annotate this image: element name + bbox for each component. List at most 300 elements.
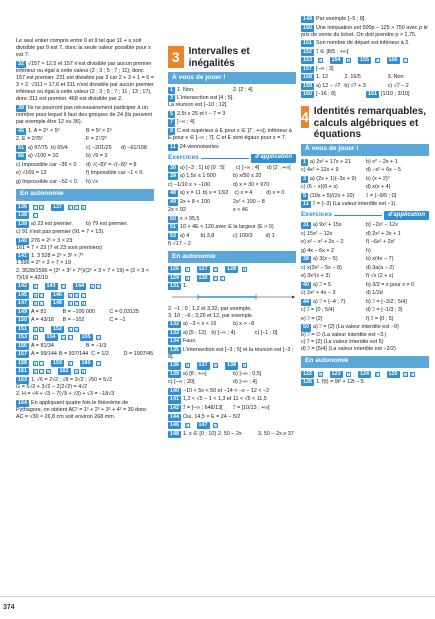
exercise-number: 125 — [388, 370, 398, 377]
chapter-4-header — [301, 106, 429, 141]
exercise-40 — [301, 282, 429, 289]
answer-text: ℐ = {−9/5 ; 0} — [366, 192, 397, 199]
answer-letter-box: b — [318, 58, 322, 64]
exercise-number: 39 — [170, 173, 176, 180]
answer-letter-box: b — [375, 371, 379, 377]
exercise-150 — [16, 317, 154, 324]
answer-chip — [45, 283, 67, 290]
exercise-number: 149 — [303, 16, 312, 22]
answer-text: b) x² − 2x + 1 — [366, 158, 398, 165]
answer-letter-box: a — [33, 360, 37, 366]
answer-text: c) 15x² − 12x — [301, 230, 333, 237]
answer-text: Oui. 14,5 × E = 24 − 5/2 — [183, 413, 241, 420]
answer-text: La réunion est [−10 ; 12]. — [168, 102, 228, 109]
answer-text: b) [0 ; 5[ — [204, 164, 225, 171]
answer-text: C = −1 — [109, 317, 126, 324]
answer-text: d) −x² + 6x − 5 — [366, 167, 401, 174]
section-a-vous-de-jouer: À vous de jouer ! — [168, 72, 296, 84]
answer-text: c) 100/3 — [233, 232, 253, 239]
intro-text: Le seul entier compris entre 0 et 9 tel que 11 + u soit divisible par 9 est 7, donc la seule valeur possible pour x est 7. — [16, 38, 151, 59]
answer-text: d) x(x + 4) — [366, 184, 391, 191]
exercise-133 — [168, 330, 296, 337]
answer-text: A = 81 — [31, 308, 47, 315]
answer-chip — [197, 422, 219, 429]
answer-text: a) [5 ; 12] — [183, 329, 206, 336]
answer-text: 3. 50 − 2x ≥ 37 — [257, 430, 294, 437]
column-right — [301, 16, 429, 388]
exercise-number: 11 — [303, 201, 309, 208]
exercise-number: 9 — [170, 127, 173, 134]
answer-chip — [168, 266, 190, 273]
answer-text: d) x = 0 — [266, 190, 285, 197]
exercise-number: 5 — [303, 192, 306, 199]
heading-rule — [201, 158, 249, 159]
exercise-number: 149 — [18, 308, 27, 315]
answer-letter-box: b — [97, 335, 100, 341]
answer-chip — [197, 266, 219, 273]
section-a-vous-de-jouer: À vous de jouer ! — [301, 144, 429, 156]
answer-text: a) 12 − √7 — [316, 82, 341, 89]
answer-letter-box: d — [220, 275, 224, 281]
exercise-number: 153 — [303, 57, 312, 64]
exercise-number: 11 — [170, 143, 176, 150]
exercise-number: 157 — [303, 65, 312, 72]
exercise-45-a — [16, 128, 84, 135]
exercise-7 — [168, 119, 296, 126]
exercise-149 — [16, 309, 154, 316]
exercise-number: 140 — [18, 237, 27, 244]
answer-chip — [330, 371, 352, 378]
exercise-number: 142 — [170, 404, 179, 411]
answer-text: 1. 12 — [316, 74, 328, 81]
exercise-11 — [301, 201, 429, 208]
exercise-163 — [16, 377, 154, 398]
answer-text: C est supérieur à E pour x ∈ ]7 ; +∞[, inférieur à E pour x ∈ ]−∞ ; 7[. C et E sont égaux pour x = 7. — [168, 127, 292, 142]
answer-text: a) 4 — [180, 232, 190, 239]
exercise-56-row4 — [16, 179, 154, 186]
exercise-number: 50 — [303, 324, 309, 331]
answer-text: a) [8 ; +∞[ — [183, 370, 207, 377]
auto-row — [16, 360, 154, 367]
answer-letter-box: c — [97, 360, 100, 366]
answer-text: ℐ = {−3} (La valeur interdite est −1). — [312, 201, 397, 208]
answer-letter-box: d — [40, 204, 43, 210]
exercise-number: 162 — [59, 368, 69, 375]
exercise-number: 3 — [303, 175, 306, 182]
column-middle — [168, 46, 296, 439]
exercise-number: 40 — [303, 281, 309, 288]
exercise-141 — [16, 253, 154, 282]
exercise-number: 138 — [227, 362, 236, 369]
answer-text: e) √169 = 13 — [16, 170, 47, 177]
answer-text: d) ℐ = {5/4} (La valeur interdite est −3/2) — [301, 345, 396, 352]
exercise-number: 146 — [53, 291, 62, 298]
answer-chip — [225, 362, 247, 369]
answer-text: ]−∞ ; 3] — [316, 65, 334, 72]
answer-text: x > 95,5 — [180, 215, 200, 222]
answer-text: d) 1 — [265, 232, 275, 239]
answer-letter-box: a — [33, 335, 37, 341]
answer-text: G = 5√2 + 3√2 − 2(2√2) = 4√2 — [16, 383, 88, 390]
exercise-126 — [301, 379, 429, 386]
exercise-number: 32 — [18, 60, 24, 67]
exercise-3 — [301, 176, 429, 183]
answer-letter-box: b — [410, 371, 414, 377]
exercise-140 — [168, 388, 296, 395]
answer-letter-box: b — [33, 301, 37, 307]
exercise-39 — [16, 105, 154, 126]
exercise-number: 127 — [198, 266, 208, 273]
exercise-number: 158 — [303, 74, 312, 81]
answer-text: c) 4x² + 12x + 9 — [301, 167, 339, 174]
exercise-number: 142 — [18, 283, 27, 290]
section-en-autonomie: En autonomie — [16, 189, 154, 201]
exercise-number: 135 — [170, 346, 179, 353]
answer-text: e) x² − x² + 2x − 2 — [301, 239, 344, 246]
answer-letter-box: d — [81, 204, 85, 210]
answer-text: c) Impossible car −36 < 0 — [16, 161, 77, 168]
answer-text: d) √(−8)² = √(−8)² = 8 — [86, 161, 137, 168]
answer-chip — [16, 360, 44, 367]
answer-text: e) ℐ = {2} — [301, 315, 323, 322]
answer-letter-box: d — [185, 363, 189, 369]
answer-text: b) 3/2 = x pour x ≠ 0 — [366, 281, 415, 288]
exercise-50 — [168, 216, 296, 223]
answer-text: En appliquant quatre fois le théorème de Pythagore, on obtient AC² = 1² + 2² + 3² + 4² = 30 donc AC = √30 ≈ 26,8 cm soit environ 268 mm. — [16, 399, 147, 420]
page-number: 374 — [3, 604, 15, 611]
answer-letter-box: b — [185, 423, 189, 429]
answer-letter-box: d — [214, 423, 217, 429]
exercise-56-row1 — [16, 153, 154, 160]
answer-text: a) ℐ = {2} (La valeur interdite est −9) — [313, 324, 399, 331]
exercise-131 — [168, 283, 296, 304]
exercise-number: 139 — [170, 370, 179, 377]
exercise-150 — [301, 25, 429, 39]
answer-chip — [197, 362, 219, 369]
exercise-number: 154 — [46, 334, 56, 341]
exercise-number: 51 — [18, 144, 24, 151]
exercise-160 — [301, 91, 429, 98]
exercise-number: 53 — [170, 232, 176, 239]
answer-letter-box: b — [214, 275, 217, 281]
number-line-diagram — [168, 290, 296, 304]
answer-letter-box: c — [81, 292, 85, 298]
exercise-number: 161 — [368, 91, 377, 98]
answer-letter-box: c — [40, 369, 43, 375]
auto-row — [301, 371, 429, 378]
exercise-number: 38 — [303, 256, 309, 263]
auto-row — [168, 362, 296, 369]
exercise-number: 56 — [18, 153, 24, 160]
answer-text: 1. x ∈ [0 ; 10] — [183, 430, 216, 437]
auto-row — [168, 266, 296, 273]
answer-text: a) [−3 ; 1] — [180, 164, 203, 171]
answer-text: a) (2x + 1)(−3x + 9) — [310, 175, 357, 182]
heading-rule — [334, 215, 382, 216]
answer-chip — [51, 360, 73, 367]
answer-letter-box: c — [68, 335, 72, 341]
exercise-number: 51 — [170, 224, 176, 231]
auto-row — [16, 212, 154, 219]
exercise-40b — [301, 290, 429, 297]
answer-text: 1,2 < √5 − 1 < 1,3 et 11 < √5 < 11,5 — [183, 396, 267, 403]
answer-letter-box: a — [214, 363, 217, 369]
answer-text: a) ℐ = 5 — [313, 281, 331, 288]
answer-text: c) ]−∞ ; 20] — [168, 379, 195, 386]
exercise-159 — [301, 83, 429, 90]
exercise-number: 163 — [18, 376, 27, 383]
answer-chip — [168, 275, 190, 282]
chapter-number: 3 — [168, 46, 184, 68]
answer-letter-box: b — [33, 326, 37, 332]
answer-letter-box: b — [40, 292, 43, 298]
answer-text: 1. A = 2⁴ × 5³ — [28, 127, 60, 134]
page-edge-rule — [0, 596, 435, 597]
answer-text: C = 0,03125 — [109, 308, 139, 315]
answer-chip — [58, 368, 86, 375]
answer-chip — [51, 326, 79, 333]
exercise-number: 161 — [18, 368, 27, 375]
exercise-number: 141 — [170, 396, 179, 403]
exercise-number: 147 — [18, 300, 27, 307]
answer-text: a) ℐ = {−4 ; 7} — [313, 298, 346, 305]
exercise-139 — [168, 371, 296, 378]
exercise-5 — [301, 193, 429, 200]
exercise-number: 160 — [303, 91, 312, 98]
exercise-39 — [168, 173, 296, 180]
answer-chip — [301, 371, 323, 378]
answer-letter-box: c — [185, 267, 189, 273]
answer-chip — [16, 334, 38, 341]
exercise-11 — [168, 144, 296, 151]
answer-text: Son nombre de départ est inférieur à 2. — [316, 40, 410, 47]
exercise-31c — [301, 239, 429, 246]
exercise-number: 139 — [18, 220, 27, 227]
answer-text: L'intersection est [−3 ; 5[ et la réunion est [−3 ; 8]. — [168, 346, 294, 360]
exercise-number: 126 — [303, 379, 312, 386]
answer-text: B = 937/144 — [58, 351, 89, 358]
answer-chip — [330, 57, 352, 64]
answer-letter-box: a — [347, 58, 350, 64]
answer-text: d) 2x² + 3x + 1 — [366, 230, 401, 237]
answer-chip — [73, 283, 101, 290]
exercise-number: 126 — [170, 266, 179, 273]
answer-letter-box: c — [75, 204, 78, 210]
exercise-56-row3 — [16, 170, 154, 177]
answer-chip — [51, 204, 86, 211]
answer-chip — [358, 371, 380, 378]
chapter-title: Intervalles et inégalités — [188, 46, 250, 69]
answer-text: b) (x + 2)² — [366, 175, 390, 182]
answer-text: b) x > −8 — [233, 321, 255, 328]
answer-letter-box: c — [404, 58, 407, 64]
answer-text: b) x/50 ≤ 20 — [233, 173, 262, 180]
answer-letter-box: a — [404, 371, 407, 377]
answer-text: D = 1907/45 — [123, 351, 154, 358]
answer-letter-box: a — [318, 371, 322, 377]
exercise-48 — [168, 190, 296, 197]
auto-row — [16, 283, 154, 290]
answer-text: c) −1/10 x > −100 — [168, 181, 211, 188]
exercise-number: 50 — [170, 215, 176, 222]
exercise-38c — [301, 273, 429, 280]
answer-chip — [16, 283, 38, 290]
answer-text: 1 596 = 2² × 3 × 7 × 19 — [16, 260, 71, 267]
answer-letter-box: b — [185, 275, 189, 281]
answer-text: a) −3 < x < 16 — [183, 321, 217, 328]
exercise-30 — [168, 165, 296, 172]
exercise-text: √157 ≈ 12,5 et 157 n'est divisible par aucun premier inférieur ou égal à cette valeur (2 ; 3 ; 5 ; 7 ; 11), donc 157 est premier. 231 est divisible par 3 car 2 + 3 + 1 = 6 = 3 × 2. √311 ≈ 17,6 et 311 n'est divisible par aucun premier inférieur ou égal à cette valeur (2 ; 3 ; 5 ; 7 ; 11 ; 13 ; 17), donc 311 est premier. 468 est divisible par 2. — [16, 60, 154, 103]
exercise-number: 147 — [198, 422, 208, 429]
auto-row — [301, 57, 429, 64]
auto-row — [16, 326, 154, 333]
exercise-number: 158 — [18, 359, 27, 366]
exercise-number: 159 — [53, 359, 62, 366]
answer-chip — [51, 292, 86, 299]
exercise-44b — [301, 307, 429, 314]
exercise-9 — [168, 128, 296, 142]
answer-letter-box: c — [40, 360, 43, 366]
exercise-number: 137 — [198, 362, 208, 369]
answer-letter-box: d — [46, 369, 50, 375]
answer-text: 2. [2 ; 4] — [233, 86, 253, 93]
answer-text: b) x = 13/2 — [202, 190, 229, 197]
exercise-number: 148 — [170, 430, 179, 437]
answer-chip — [358, 57, 380, 64]
exercise-32 — [16, 61, 154, 104]
answer-chip — [16, 212, 38, 219]
exercise-45-d: F = 2⁷/2² — [86, 136, 107, 143]
exercise-number: 144 — [170, 413, 179, 420]
exercise-number: 31 — [303, 222, 309, 229]
answer-chip — [80, 334, 102, 341]
section-en-autonomie: En autonomie — [168, 251, 296, 263]
answer-letter-box: c — [33, 213, 37, 219]
answer-chip — [80, 360, 102, 367]
exercise-38 — [301, 256, 429, 263]
exercise-139b — [168, 379, 296, 386]
exercise-148 — [168, 431, 296, 438]
exercise-149 — [301, 16, 429, 23]
answer-text: ℐ = ]−∞ ; 648/13[ — [183, 404, 223, 411]
answer-letter-box: b — [33, 284, 37, 290]
answer-text: A = 81/34 — [31, 342, 54, 349]
exercise-number: 156 — [388, 57, 398, 64]
answer-text: c) (6 − x)(6 + x) — [301, 184, 338, 191]
answer-text: b) x(4x − 7) — [366, 256, 394, 263]
answer-letter-box: c — [97, 284, 100, 290]
exercise-49b — [168, 207, 296, 214]
answer-text: 276 = 2² × 3 × 23 — [31, 237, 73, 244]
exercise-number: 148 — [53, 300, 62, 307]
answer-text: c) −201/25 — [86, 144, 112, 151]
answer-text: b) 3,8 — [200, 232, 215, 239]
answer-text: c) ]−1 ; 0] — [254, 329, 278, 336]
exercise-44c — [301, 316, 429, 323]
exercise-number: 1 — [303, 158, 306, 165]
chapter-title: Identités remarquables, calculs algébriques et équations — [313, 106, 427, 141]
answer-text: 24 viennoiseries — [179, 143, 219, 150]
answer-letter-box: b — [375, 58, 379, 64]
exercise-142 — [168, 405, 296, 412]
answer-text: 1. 3 528 = 2³ × 3² × 7² — [31, 253, 84, 260]
application-tag: d'application — [384, 211, 429, 220]
exercise-1 — [168, 87, 296, 94]
answer-letter-box: a — [75, 369, 78, 375]
exercise-31d — [301, 248, 429, 255]
auto-row — [16, 368, 154, 375]
exercise-number: 159 — [303, 82, 312, 89]
exercise-45-row1 — [16, 128, 154, 135]
answer-text: 1. Non. — [177, 86, 195, 93]
section-en-autonomie: En autonomie — [301, 356, 429, 368]
exercise-140 — [16, 238, 154, 252]
answer-text: L'intersection est [4 ; 5]. — [177, 95, 234, 102]
answer-text: h) √x — [86, 178, 98, 185]
answer-letter-box: c — [40, 301, 43, 307]
answer-text: f) ℐ = {0 ; 5} — [366, 315, 394, 322]
answer-text: c) 2x² + 4x − 3 — [301, 290, 336, 297]
answer-text: 1. f(t) = 9t² + 12t − 5 — [316, 379, 364, 386]
answer-text: f) Impossible car −1 < 0. — [86, 170, 144, 177]
answer-text: a) 2x² + 17x + 21 — [310, 158, 351, 165]
answer-text: ]−∞ ; 4] — [177, 119, 195, 126]
answer-text: x < 46 — [233, 207, 248, 214]
exercise-158 — [301, 74, 429, 81]
exercise-152 — [301, 49, 429, 56]
exercise-number: 130 — [198, 274, 208, 281]
answer-text: c) ℐ = {2} (La valeur interdite est 5) — [301, 338, 384, 345]
exercise-45-row2 — [16, 136, 154, 143]
answer-text: B = −1/3 — [86, 342, 107, 349]
exercise-number: 5 — [170, 110, 173, 117]
exercise-number: 157 — [18, 351, 27, 358]
application-tag: d'application — [251, 154, 296, 163]
answer-letter-box: d — [40, 326, 43, 332]
column-left — [16, 38, 154, 422]
answer-text: c) ]−∞ ; 4] — [235, 164, 260, 171]
answer-text: 2x + 8 < 100 — [180, 198, 210, 205]
exercise-51 — [168, 224, 296, 231]
exercise-number: 133 — [170, 329, 179, 336]
exercise-50 — [301, 324, 429, 353]
answer-text: 3. Non — [387, 74, 404, 81]
exercise-number: 150 — [18, 317, 27, 324]
auto-row — [16, 334, 154, 341]
answer-letter-box: a — [90, 284, 94, 290]
exercise-number: 137 — [53, 203, 62, 210]
answer-text: b) ]−∞ ; 0,5] — [233, 370, 262, 377]
answer-text: g) Impossible car −52 < 0. — [16, 178, 79, 185]
answer-text: a) √100 = 10 — [28, 153, 59, 160]
exercise-157 — [16, 351, 154, 358]
exercise-number: 164 — [18, 399, 27, 406]
auto-row — [168, 422, 296, 429]
exercise-number: 128 — [227, 266, 236, 273]
answer-text: h) — [366, 247, 371, 254]
auto-row — [16, 292, 154, 299]
answer-letter-box: b — [68, 301, 72, 307]
answer-chip — [168, 362, 190, 369]
answer-chip — [16, 300, 44, 307]
answer-letter-box: b — [33, 369, 37, 375]
exercise-144 — [168, 414, 296, 421]
exercise-number: 151 — [18, 325, 27, 332]
answer-text: c) √7 − 2 — [387, 82, 409, 89]
exercise-39b — [168, 182, 296, 189]
answer-text: 2,5t ≥ 25 et t − 7 = 3 — [177, 110, 226, 117]
answer-text: B = −102 — [62, 317, 85, 324]
